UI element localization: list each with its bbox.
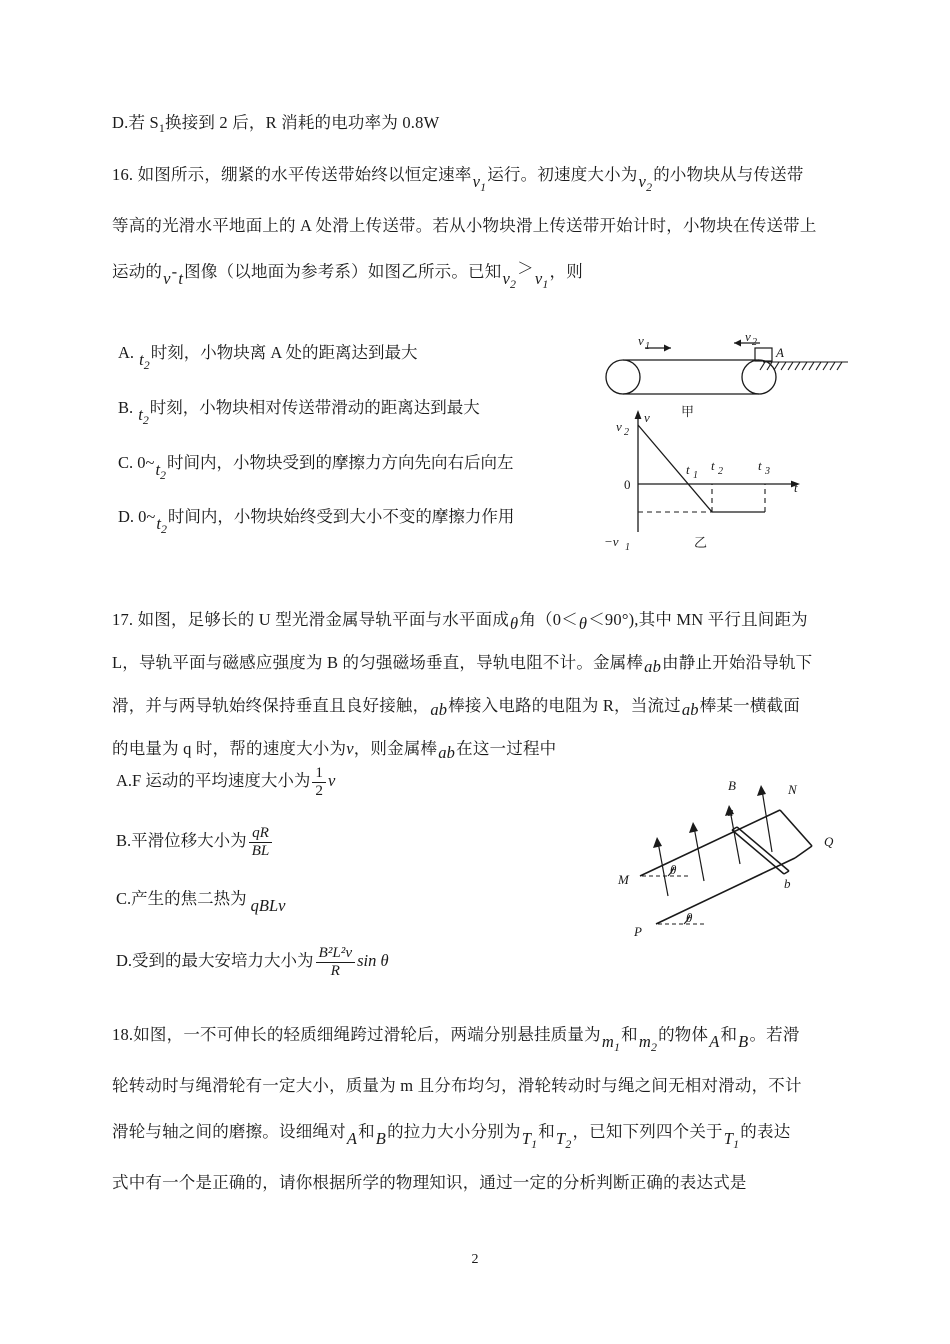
question-18-stem — [112, 1012, 854, 1206]
q17-line3-a: 滑，并与两导轨始终保持垂直且良好接触， — [112, 696, 430, 715]
rail-n-label: N — [788, 782, 797, 797]
rail-mn — [640, 810, 780, 876]
q18-line3-b: 的拉力大小分别为 — [387, 1121, 521, 1141]
q18-number: 18. — [112, 1025, 134, 1044]
q16-var-v1: $v_1$ — [472, 172, 487, 194]
q17-option-a — [116, 752, 586, 810]
q18-object-b-2: B — [375, 1128, 387, 1148]
q17-var-v: v — [346, 739, 354, 758]
q17-ab-2: ab — [430, 700, 448, 719]
q17-theta-1: θ — [510, 614, 519, 633]
q17-line4-a: 的电量为 q 时，帮的速度大小为 — [112, 739, 347, 758]
vt-tick-t2-label: t — [711, 458, 715, 473]
q18-var-t1: $T_1$ — [521, 1128, 538, 1151]
q18-line2: 轮转动时与绳滑轮有一定大小，质量为 m 且分布均匀，滑轮转动时与绳之间无相对滑动，不计 — [112, 1075, 802, 1095]
q17-ab-1: ab — [644, 657, 662, 676]
page-number: 2 — [471, 1252, 479, 1267]
q16-line1-b: 运行。初速度大小为 — [487, 165, 638, 184]
q16-var-v2: $v_2$ — [638, 172, 653, 194]
q18-line3-d: 的表达 — [740, 1121, 791, 1141]
q18-object-b: B — [738, 1032, 749, 1051]
q18-and-1: 和 — [621, 1025, 638, 1044]
q18-line3-c: ，已知下列四个关于 — [572, 1121, 723, 1141]
conveyor-belt-drawing — [606, 360, 776, 394]
block-velocity-label: v — [745, 329, 751, 344]
q18-line1-c: 。若滑 — [749, 1025, 800, 1044]
q17-option-a-tail: v — [327, 771, 336, 790]
q16-option-b — [118, 383, 588, 438]
q17-theta-2: θ — [578, 614, 588, 633]
vt-minus-v1-sub: 1 — [625, 542, 630, 553]
vt-minus-v1-label: −v — [604, 534, 619, 549]
question-17-options — [116, 752, 586, 996]
q18-object-a: A — [709, 1032, 720, 1051]
q17-line4-c: 在这一过程中 — [456, 739, 557, 758]
vt-tick-t3-label: t — [758, 458, 762, 473]
q17-option-b-label: B.平滑位移大小为 — [116, 831, 247, 850]
q18-var-t1-b: $T_1$ — [723, 1128, 740, 1151]
conducting-bar-ab — [732, 827, 789, 874]
q16-option-b-label: B. — [118, 397, 134, 417]
vt-v2-sub: 2 — [624, 427, 629, 438]
q17-option-d-tail: sin θ — [357, 951, 389, 970]
q17-option-a-fraction: $\frac{1}{2}$ — [310, 765, 328, 799]
q18-var-m2: $m_2$ — [638, 1032, 658, 1054]
previous-question-option-d — [112, 108, 852, 143]
rail-q-label: Q — [824, 834, 834, 849]
option-d-text-a: 若 S — [128, 113, 159, 132]
q16-var-v: v — [163, 268, 171, 288]
q16-option-a-var: $t_2$ — [139, 350, 150, 372]
q17-line3-c: 棒某一横截面 — [699, 696, 800, 715]
angle-theta-1-label: θ — [670, 862, 677, 877]
q17-ab-3: ab — [681, 700, 699, 719]
q16-line3-b: 图像（以地面为参考系）如图乙所示。已知 — [184, 261, 502, 281]
q16-option-c — [118, 438, 588, 493]
q18-and-2: 和 — [720, 1025, 738, 1044]
q17-line1-a: 如图，足够长的 U 型光滑金属导轨平面与水平面成 — [137, 610, 510, 629]
option-d-text-b: 换接到 2 后，R 消耗的电功率为 0.8W — [165, 113, 440, 132]
q16-option-d-var: $t_2$ — [156, 514, 167, 537]
vt-curve — [638, 425, 765, 512]
figure-jia-label: 甲 — [681, 405, 695, 420]
q17-option-c-label: C.产生的焦二热为 — [116, 889, 247, 908]
q16-option-b-var: $t_2$ — [138, 404, 149, 427]
q17-option-d-fraction: $\frac{\text{B²L²v}}{R}$ — [314, 945, 358, 979]
q16-cmp-left: $v_2$ — [502, 268, 517, 291]
q17-option-c — [116, 872, 586, 926]
q16-line3-a: 运动的 — [112, 261, 163, 281]
bar-a-label: a — [727, 804, 734, 819]
block-on-belt — [755, 348, 772, 361]
vt-v2-label: v — [616, 419, 622, 434]
q18-and-4: 和 — [538, 1121, 555, 1141]
q16-line2: 等高的光滑水平地面上的 A 处滑上传送带。若从小物块滑上传送带开始计时，小物块在传送带上 — [112, 215, 817, 235]
q17-option-d-label: D.受到的最大安培力大小为 — [116, 951, 314, 970]
q18-line1-b: 的物体 — [658, 1025, 709, 1044]
vt-tick-t3-sub: 3 — [765, 466, 770, 477]
q16-option-c-text: 时间内，小物块受到的摩擦力方向先向右后向左 — [166, 452, 514, 472]
magnetic-field-arrows — [653, 785, 772, 896]
option-d-subscript: 1 — [158, 120, 165, 135]
q16-number: 16. — [112, 165, 134, 184]
q18-line1-a: 如图，一不可伸长的轻质细绳跨过滑轮后，两端分别悬挂质量为 — [133, 1025, 601, 1044]
q17-ab-4: ab — [438, 743, 456, 762]
q17-line3-b: 棒接入电路的电阻为 R，当流过 — [448, 696, 681, 715]
figure-yi-label: 乙 — [694, 536, 708, 551]
question-16-options — [118, 328, 588, 547]
q18-var-m1: $m_1$ — [601, 1032, 621, 1054]
q17-option-d — [116, 926, 586, 996]
q16-dash: - — [171, 261, 178, 281]
angle-theta-2-label: θ — [686, 910, 693, 925]
q17-line1-c: ＜90°),其中 MN 平行且间距为 — [588, 610, 808, 629]
q16-option-d — [118, 492, 588, 547]
q16-cmp-sign: ＞ — [517, 258, 534, 278]
block-velocity-sub: 2 — [752, 337, 757, 348]
q18-var-t2: $T_2$ — [555, 1128, 572, 1151]
rail-p-label: P — [634, 924, 642, 939]
q17-option-b — [116, 810, 586, 872]
q17-line2-b: 由静止开始沿导轨下 — [662, 653, 813, 672]
q17-number: 17. — [112, 610, 134, 629]
q16-line3-c: ，则 — [549, 261, 583, 281]
q16-option-b-text: 时刻，小物块相对传送带滑动的距离达到最大 — [149, 397, 480, 417]
vt-tick-t1-sub: 1 — [693, 470, 698, 481]
q16-option-a — [118, 328, 588, 383]
q17-option-b-fraction: $\frac{qR}{BL}$ — [247, 825, 275, 859]
q17-option-c-expression: qBLv — [250, 896, 286, 915]
belt-point-a-label: A — [776, 345, 784, 360]
q16-cmp-right: $v_1$ — [534, 268, 549, 291]
q18-line3-a: 滑轮与轴之间的磨擦。设细绳对 — [112, 1121, 346, 1141]
vt-axis-x-label: t — [794, 480, 798, 495]
q16-option-d-text: 时间内，小物块始终受到大小不变的摩擦力作用 — [167, 507, 515, 527]
q18-line4: 式中有一个是正确的，请你根据所学的物理知识，通过一定的分析判断正确的表达式是 — [112, 1172, 747, 1192]
field-b-label: B — [728, 778, 736, 793]
rail-closing-side — [780, 810, 812, 858]
q18-object-a-2: A — [346, 1128, 358, 1148]
question-17-stem — [112, 598, 854, 770]
q16-line1-a: 如图所示，绷紧的水平传送带始终以恒定速率 — [137, 165, 472, 184]
q17-line4-b: ，则金属棒 — [353, 739, 438, 758]
q17-option-a-label: A.F 运动的平均速度大小为 — [116, 771, 311, 790]
belt-velocity-sub: 1 — [645, 341, 650, 352]
q16-option-a-label: A. — [118, 343, 135, 362]
figure-conveyor-belt-and-vt-graph — [598, 329, 860, 572]
option-d-label: D. — [112, 113, 129, 132]
q17-line1-b: 角（0＜ — [519, 610, 578, 629]
q18-and-3: 和 — [358, 1121, 375, 1141]
question-16-stem — [112, 152, 854, 300]
rail-m-label: M — [618, 872, 629, 887]
q16-option-d-label: D. 0~ — [118, 507, 156, 527]
bar-b-label: b — [784, 876, 791, 891]
figure-inclined-rails — [612, 768, 852, 938]
q17-line2-a: L，导轨平面与磁感应强度为 B 的匀强磁场垂直，导轨电阻不计。金属棒 — [112, 653, 644, 672]
vt-origin-label: 0 — [624, 477, 631, 492]
belt-velocity-label: v — [638, 333, 644, 348]
rail-pq — [656, 858, 795, 924]
vt-dashed-guides — [638, 484, 765, 512]
vt-tick-t2-sub: 2 — [718, 466, 723, 477]
q16-line1-c: 的小物块从与传送带 — [653, 165, 804, 184]
q16-option-a-text: 时刻，小物块离 A 处的距离达到最大 — [150, 343, 418, 362]
q16-var-t: t — [178, 268, 184, 288]
q16-option-c-var: $t_2$ — [155, 459, 166, 482]
vt-axis-y-label: v — [644, 410, 650, 425]
vt-tick-t1-label: t — [686, 462, 690, 477]
q16-option-c-label: C. 0~ — [118, 452, 155, 472]
